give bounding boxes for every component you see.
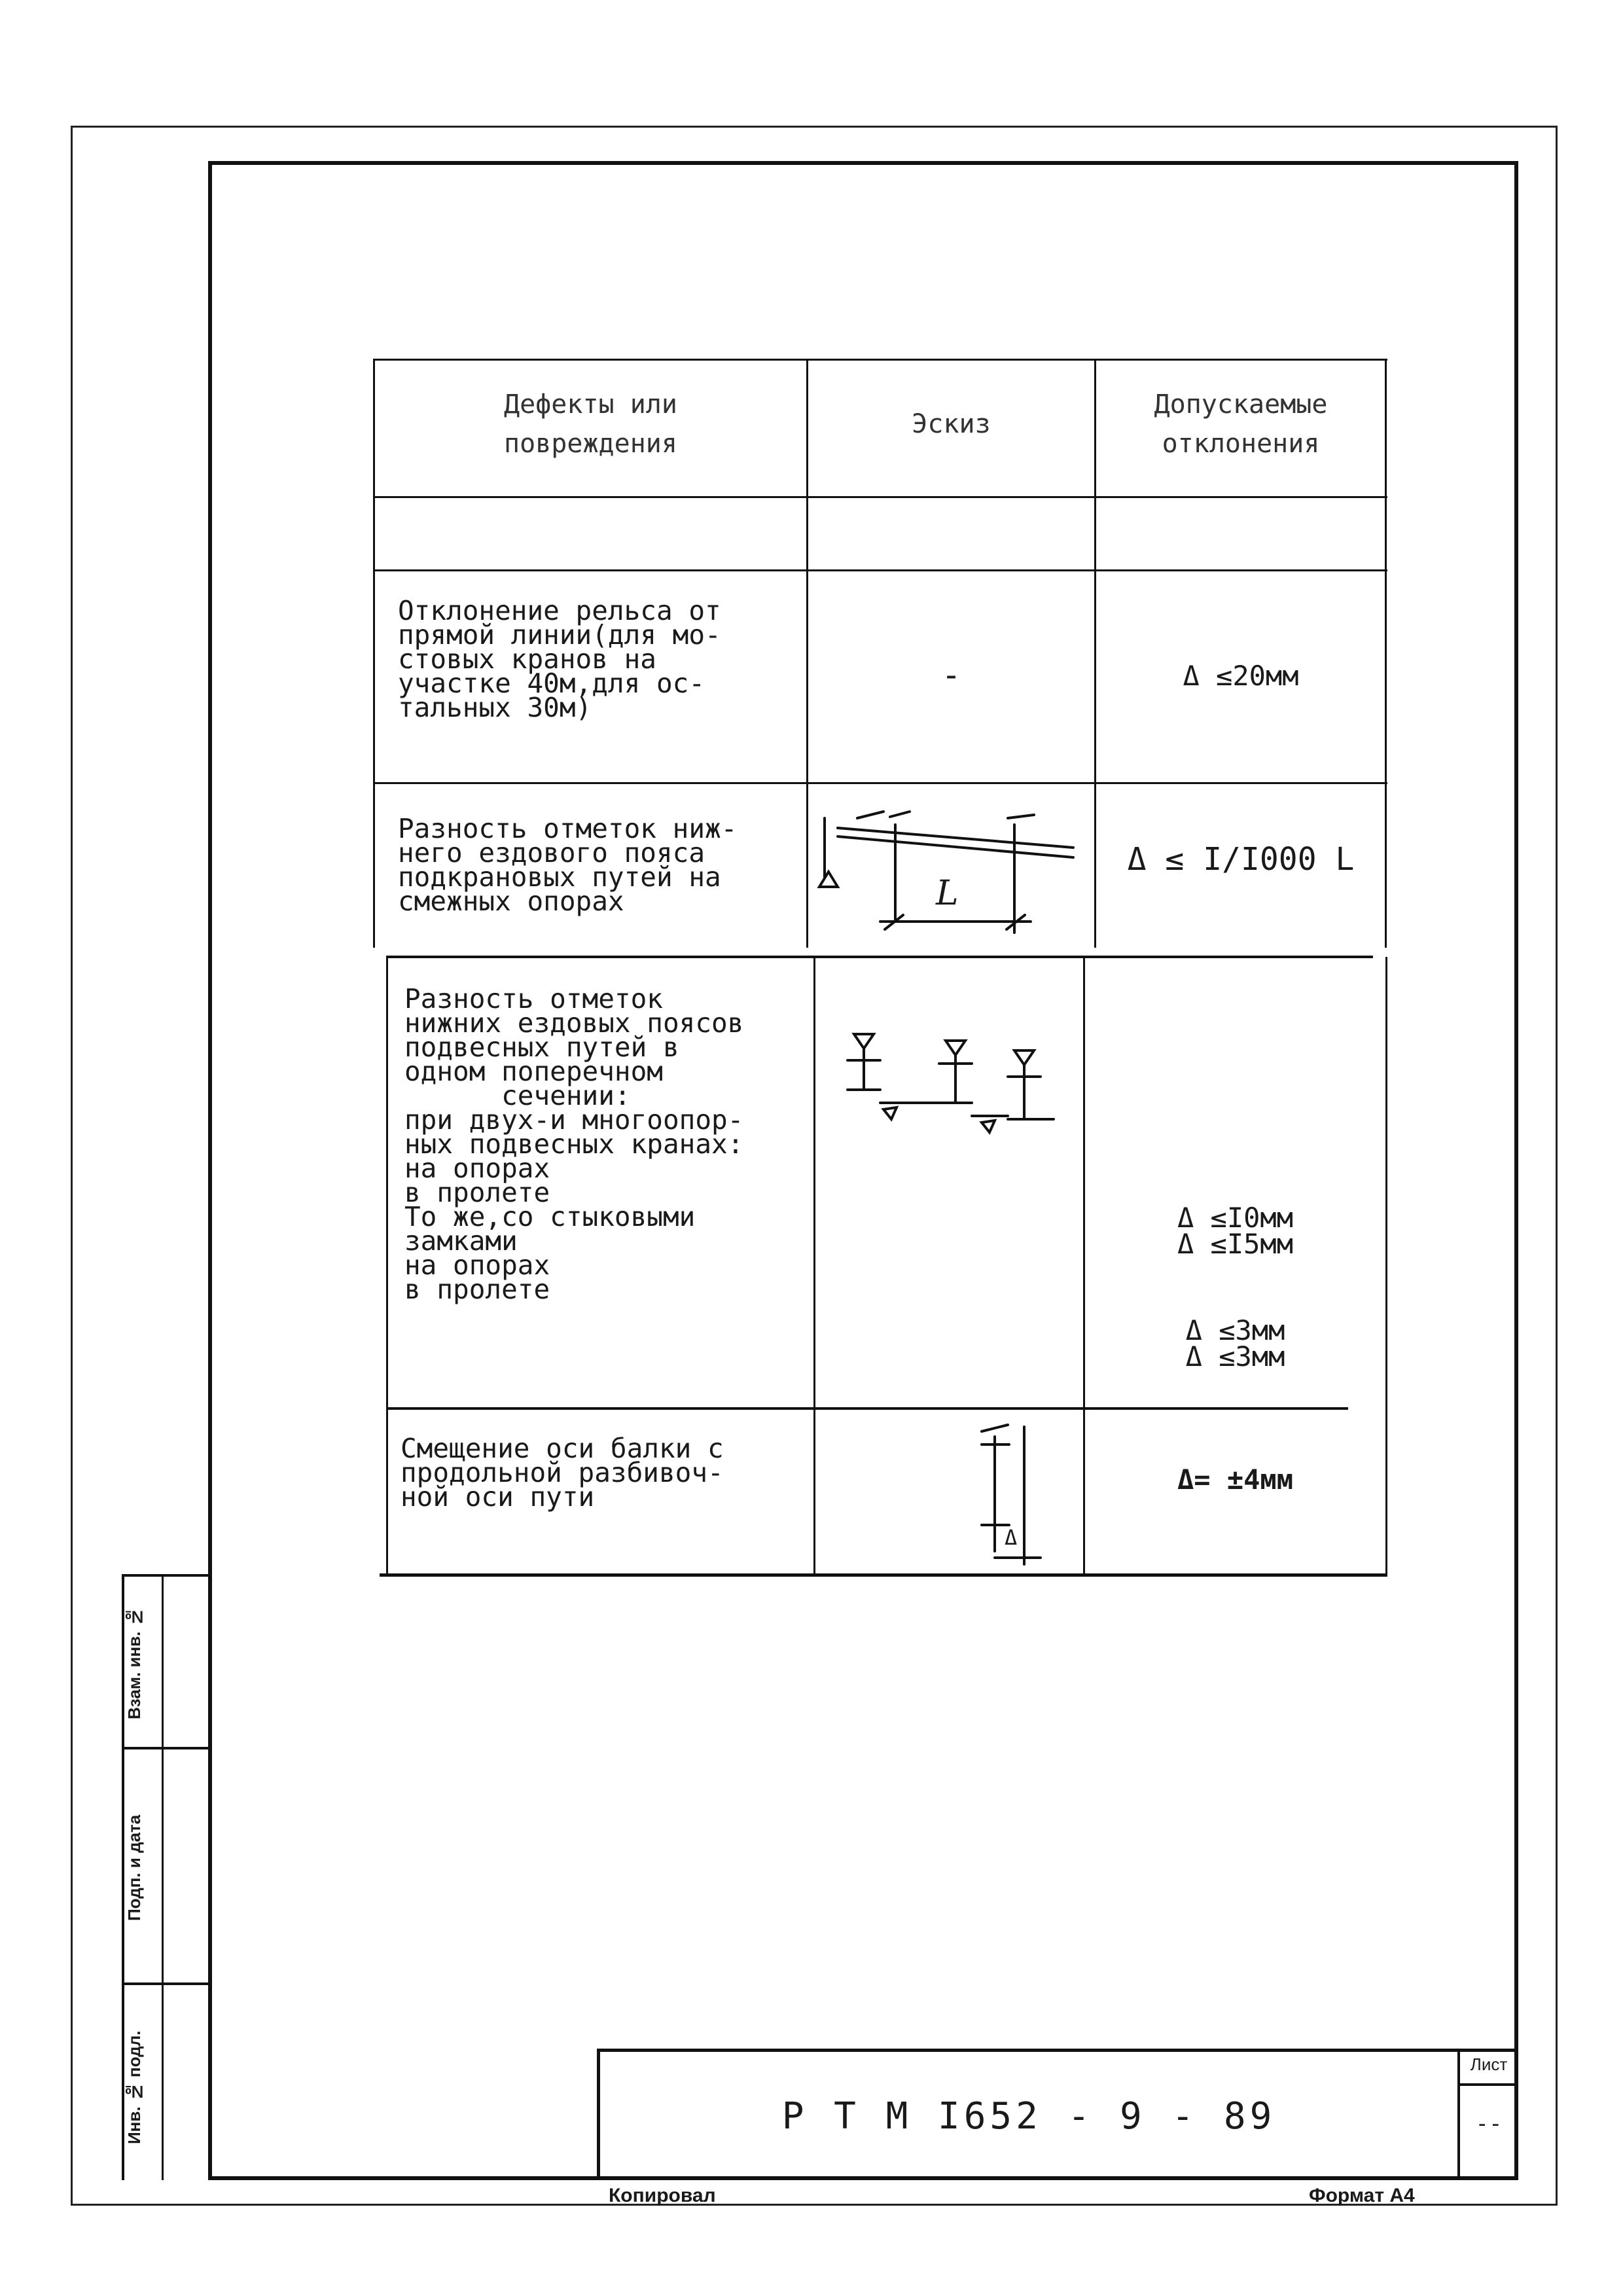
header-sketch: Эскиз: [912, 409, 991, 439]
row2-defect: Разность отметок ниж- него ездового пояса подкрановых путей на смежных опорах: [398, 813, 738, 917]
row3-tolerance-4: Δ ≤3мм: [1185, 1340, 1285, 1372]
footer-format: Формат А4: [1309, 2185, 1415, 2206]
stamp-label-vzam-inv: Взам. инв. №: [124, 1607, 144, 1720]
header-defect: Дефекты или повреждения: [504, 389, 677, 459]
row3-tolerance-2: Δ ≤I5мм: [1177, 1228, 1293, 1260]
rail-level-sketch: [812, 798, 1093, 946]
suspended-rails-sketch: [818, 1021, 1080, 1145]
row4-defect: Смещение оси балки с продольной разбивоч- ной оси пути: [401, 1433, 724, 1513]
header-tolerance: Допускаемые отклонения: [1154, 389, 1328, 459]
row1-defect: Отклонение рельса от прямой линии(для мо- стовых кранов на участке 40м,для ос- тальных 30м): [398, 595, 721, 723]
stamp-label-podp-data: Подп. и дата: [124, 1814, 144, 1922]
row3-tolerance-1: Δ ≤I0мм: [1177, 1202, 1293, 1234]
row4-tolerance: Δ= ±4мм: [1177, 1463, 1293, 1496]
row2-tolerance: Δ ≤ I/I000 L: [1127, 841, 1355, 878]
stamp-label-inv-podl: Инв. № подл.: [124, 2030, 144, 2144]
stamp-strip: [122, 1574, 208, 2180]
sketch-span-label: L: [936, 874, 959, 913]
row1-tolerance: Δ ≤20мм: [1183, 660, 1299, 692]
sheet-number: --: [1475, 2111, 1503, 2137]
document-code: Р Т М I652 - 9 - 89: [781, 2094, 1276, 2138]
row3-defect: Разность отметок нижних ездовых поясов подвесных путей в одном поперечном сечении: при двух-и многоопор- ных подвесных кранах: на опорах в пролете То же,со стыковыми замками на опорах в пролете: [404, 983, 744, 1305]
sheet-label: Лист: [1470, 2054, 1508, 2074]
sheet-box: [1457, 2052, 1518, 2180]
footer-copied: Копировал: [609, 2185, 716, 2206]
title-block: [597, 2049, 1518, 2180]
row3-tolerance-3: Δ ≤3мм: [1185, 1314, 1285, 1346]
beam-offset-delta: Δ: [1005, 1525, 1018, 1550]
row1-sketch: -: [941, 656, 961, 694]
